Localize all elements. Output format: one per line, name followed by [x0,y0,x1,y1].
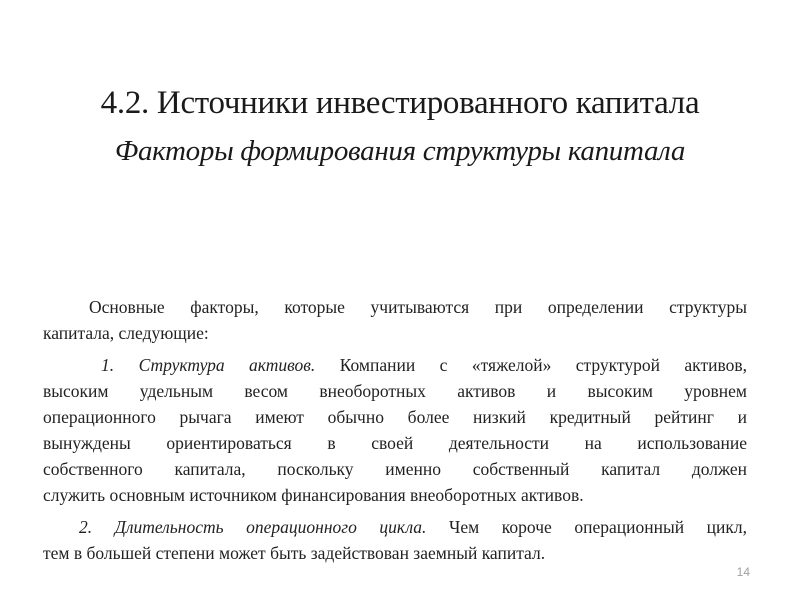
text-line [43,514,747,540]
line-text: тем в большей степени может быть задействован заемный капитал. [43,543,546,563]
paragraph [43,294,747,346]
text-line [43,378,747,404]
text-line [43,352,747,378]
text-line [43,456,747,482]
paragraph [43,514,747,566]
line-text: Основные факторы, которые учитываются при определении структуры [89,297,747,317]
page-number: 14 [736,565,750,579]
text-line [43,482,747,508]
line-text: Чем короче операционный цикл, [426,517,747,537]
line-text: служить основным источником финансирования внеоборотных активов. [43,485,584,505]
line-text: собственного капитала, поскольку именно собственный капитал должен [43,459,747,479]
paragraph [43,352,747,508]
slide-title: 4.2. Источники инвестированного капитала [100,85,700,121]
slide-subtitle: Факторы формирования структуры капитала [114,135,686,167]
text-line [43,540,747,566]
line-text: операционного рычага имеют обычно более низкий кредитный рейтинг и [43,407,747,427]
text-line [43,320,747,346]
italic-term: 1. Структура активов. [101,355,316,375]
slide-body [43,294,747,572]
line-text: капитала, следующие: [43,323,209,343]
text-line [43,430,747,456]
italic-term: 2. Длительность операционного цикла. [79,517,427,537]
line-text: Компании с «тяжелой» структурой активов, [315,355,747,375]
line-text: вынуждены ориентироваться в своей деятельности на использование [43,433,747,453]
text-line [43,404,747,430]
text-line [43,294,747,320]
line-text: высоким удельным весом внеоборотных активов и высоким уровнем [43,381,747,401]
